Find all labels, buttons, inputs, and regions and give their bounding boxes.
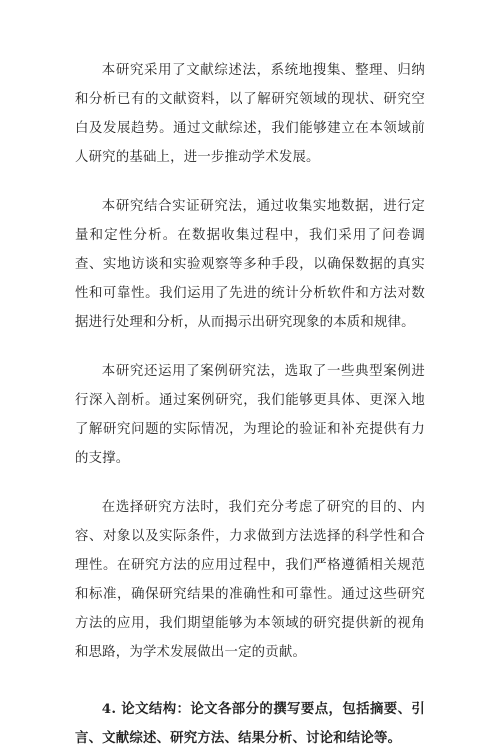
- paragraph-case-study: 本研究还运用了案例研究法，选取了一些典型案例进行深入剖析。通过案例研究，我们能够更具体、更深入地了解研究问题的实际情况，为理论的验证和补充提供有力的支撑。: [75, 364, 425, 466]
- section-heading: 4. 论文结构：论文各部分的撰写要点，包括摘要、引言、文献综述、研究方法、结果分析、讨论和结论等。: [75, 701, 425, 746]
- paragraph-literature-review: 本研究采用了文献综述法，系统地搜集、整理、归纳和分析已有的文献资料，以了解研究领域的现状、研究空白及发展趋势。通过文献综述，我们能够建立在本领域前人研究的基础上，进一步推动学术发展。: [75, 63, 425, 165]
- paragraph-empirical-research: 本研究结合实证研究法，通过收集实地数据，进行定量和定性分析。在数据收集过程中，我们采用了问卷调查、实地访谈和实验观察等多种手段，以确保数据的真实性和可靠性。我们运用了先进的统计分析软件和方法对数据进行处理和分析，从而揭示出研究现象的本质和规律。: [75, 199, 425, 330]
- paragraph-method-selection: 在选择研究方法时，我们充分考虑了研究的目的、内容、对象以及实际条件，力求做到方法选择的科学性和合理性。在研究方法的应用过程中，我们严格遵循相关规范和标准，确保研究结果的准确性和可靠性。通过这些研究方法的应用，我们期望能够为本领域的研究提供新的视角和思路，为学术发展做出一定的贡献。: [75, 500, 425, 660]
